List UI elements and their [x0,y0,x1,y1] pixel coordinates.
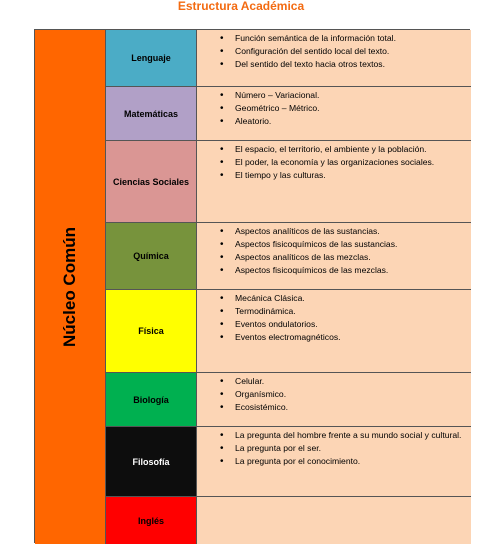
topic-item: • La pregunta por el conocimiento. [235,455,463,468]
topic-list [197,32,463,71]
topic-item: • El tiempo y las culturas. [235,169,463,182]
subject-ingles [106,497,197,544]
subject-label: Química [133,251,169,261]
topics-biologia [197,373,471,427]
subject-matematicas [106,87,197,141]
topic-item: • Aspectos analíticos de las mezclas. [235,251,463,264]
topic-list [197,429,463,468]
topic-list [197,143,463,182]
topic-list [197,225,463,277]
topic-item: • El espacio, el territorio, el ambiente y la población. [235,143,463,156]
topic-item: • Eventos electromagnéticos. [235,331,463,344]
topic-item: • Aspectos fisicoquímicos de las mezclas. [235,264,463,277]
subject-biologia [106,373,197,427]
subject-label: Inglés [137,515,164,526]
topic-item: • Función semántica de la información total. [235,32,463,45]
topic-item: • Geométrico – Métrico. [235,102,463,115]
subject-label: Filosofía [132,456,170,467]
core-label-cell [35,30,106,544]
topics-ingles [197,497,471,544]
topic-item: • El poder, la economía y las organizaciones sociales. [235,156,463,169]
page-title: Estructura Académica [177,0,305,13]
topics-ciencias-sociales [197,141,471,223]
subject-filosofia [106,427,197,497]
subject-label: Matemáticas [123,108,179,119]
topics-fisica [197,290,471,373]
subject-label: Biología [133,394,169,405]
topic-item: • Ecosistémico. [235,401,463,414]
topic-item: • Mecánica Clásica. [235,292,463,305]
topics-matematicas [197,87,471,141]
topic-item: • La pregunta del hombre frente a su mundo social y cultural. [235,429,463,442]
topics-lenguaje [197,30,471,87]
topic-list [197,89,463,128]
topic-item: • Eventos ondulatorios. [235,318,463,331]
subject-lenguaje [106,30,197,87]
topic-item: • Organísmico. [235,388,463,401]
subject-label: Física [138,326,164,336]
topics-filosofia [197,427,471,497]
topic-item: • Del sentido del texto hacia otros textos. [235,58,463,71]
subject-fisica [106,290,197,373]
topic-list [197,292,463,344]
subject-ciencias-sociales [106,141,197,223]
core-label: Núcleo Común [60,227,80,347]
topic-item: • Termodinámica. [235,305,463,318]
topic-item: • Aleatorio. [235,115,463,128]
topics-quimica [197,223,471,290]
topic-item: • La pregunta por el ser. [235,442,463,455]
subject-quimica [106,223,197,290]
topic-item: • Configuración del sentido local del texto. [235,45,463,58]
topic-item: • Aspectos analíticos de las sustancias. [235,225,463,238]
topic-item: • Celular. [235,375,463,388]
topic-item: • Número – Variacional. [235,89,463,102]
academic-structure-table [34,29,470,543]
topic-list [197,375,463,414]
topic-item: • Aspectos fisicoquímicos de las sustancias. [235,238,463,251]
subject-label: Lenguaje [131,53,171,63]
subject-label: Ciencias Sociales [112,176,190,187]
